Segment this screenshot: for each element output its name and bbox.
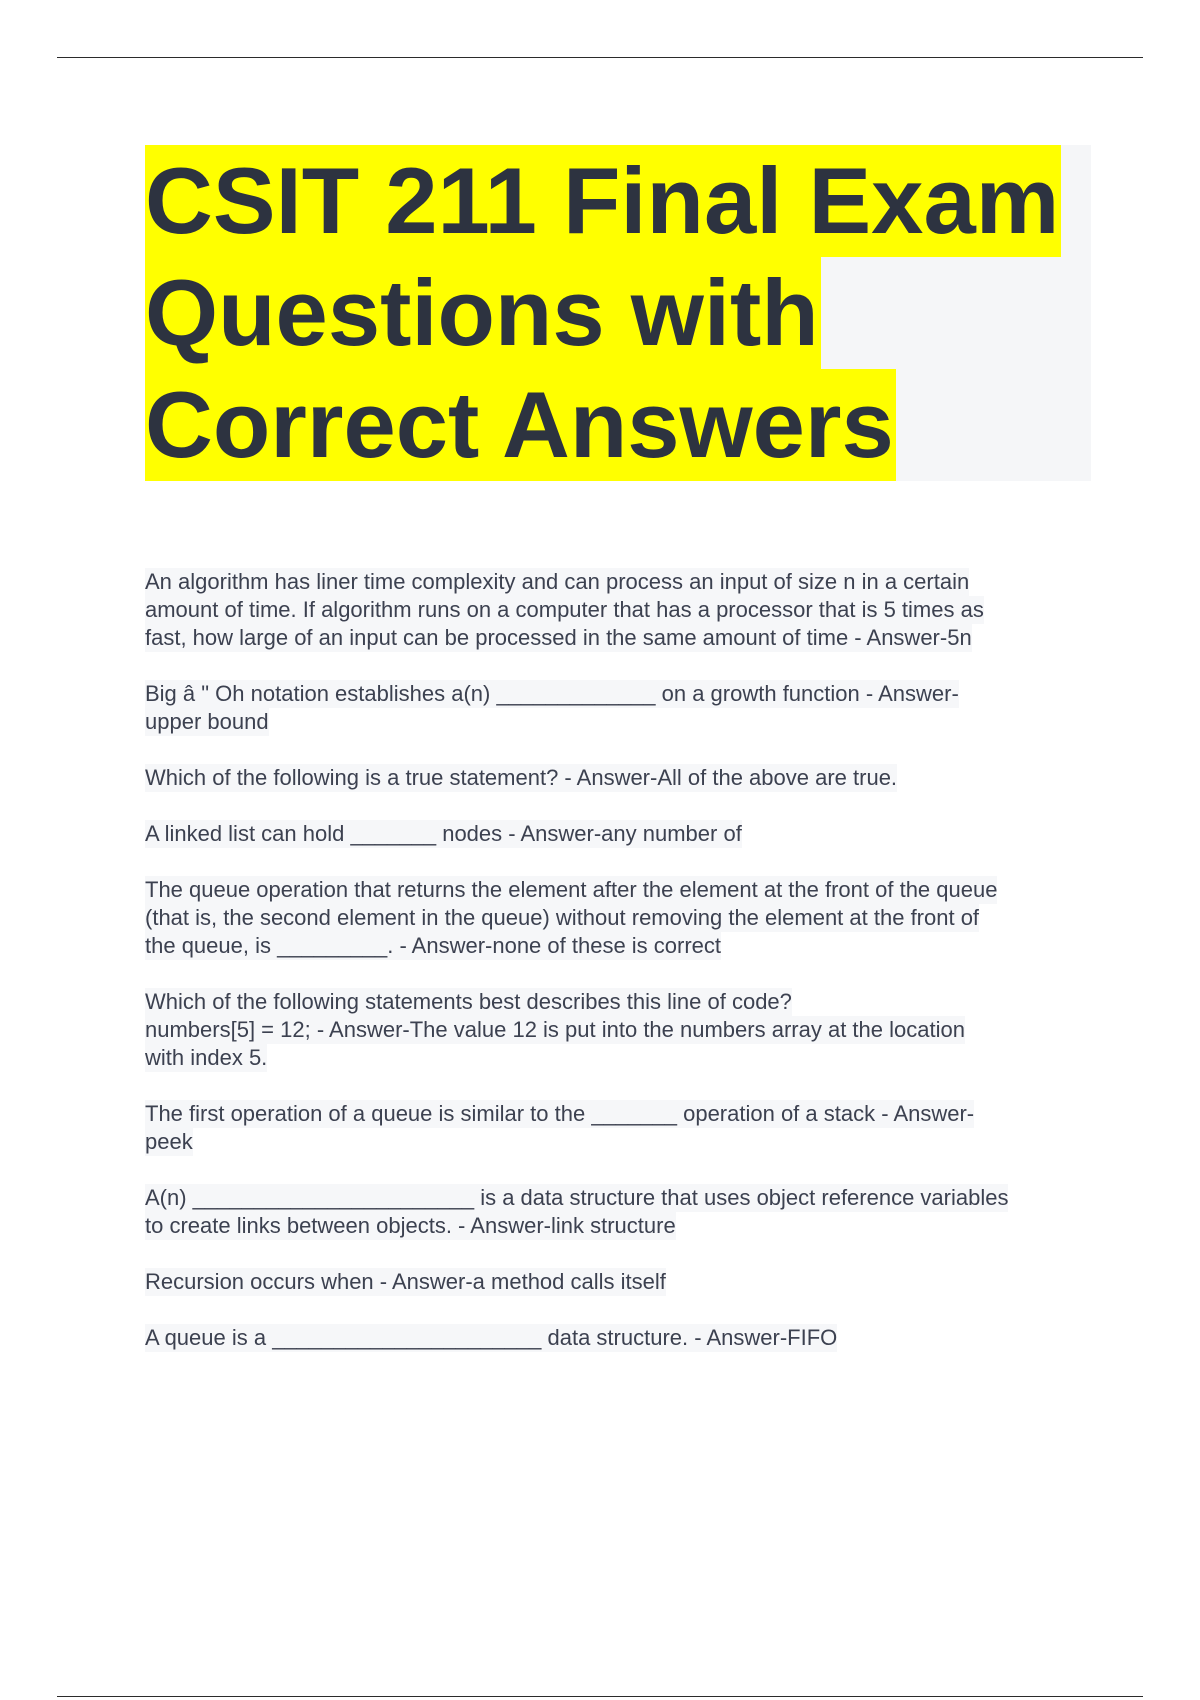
question-item <box>145 1100 1085 1156</box>
title-line: Questions with <box>145 257 821 369</box>
question-text-line: with index 5. <box>145 1045 268 1070</box>
question-text-line: The queue operation that returns the element after the element at the front of the queue <box>145 877 998 902</box>
bottom-rule <box>57 1696 1143 1697</box>
question-text-line: numbers[5] = 12; - Answer-The value 12 is put into the numbers array at the location <box>145 1017 965 1042</box>
question-text-line: Which of the following statements best describes this line of code? <box>145 989 792 1014</box>
question-item <box>145 680 1085 736</box>
question-text-line: The first operation of a queue is similar to the _______ operation of a stack - Answer- <box>145 1101 975 1126</box>
question-text-line: upper bound <box>145 709 269 734</box>
question-text-line: Recursion occurs when - Answer-a method calls itself <box>145 1269 666 1294</box>
document-title <box>145 145 1091 481</box>
question-item <box>145 988 1085 1072</box>
question-text-line: A linked list can hold _______ nodes - Answer-any number of <box>145 821 742 846</box>
question-item <box>145 764 1085 792</box>
question-text-line: amount of time. If algorithm runs on a computer that has a processor that is 5 times as <box>145 597 984 622</box>
question-item <box>145 1324 1085 1352</box>
title-line: CSIT 211 Final Exam <box>145 145 1061 257</box>
question-item <box>145 876 1085 960</box>
question-list <box>145 568 1085 1380</box>
question-text-line: to create links between objects. - Answer-link structure <box>145 1213 676 1238</box>
question-text-line: peek <box>145 1129 193 1154</box>
top-rule <box>57 57 1143 58</box>
question-text-line: Big â " Oh notation establishes a(n) _____________ on a growth function - Answer- <box>145 681 959 706</box>
title-line: Correct Answers <box>145 369 896 481</box>
question-text-line: fast, how large of an input can be processed in the same amount of time - Answer-5n <box>145 625 972 650</box>
question-text-line: A(n) _______________________ is a data structure that uses object reference variables <box>145 1185 1009 1210</box>
question-text-line: Which of the following is a true statement? - Answer-All of the above are true. <box>145 765 898 790</box>
question-text-line: An algorithm has liner time complexity and can process an input of size n in a certain <box>145 569 970 594</box>
question-item <box>145 1268 1085 1296</box>
question-text-line: the queue, is _________. - Answer-none of these is correct <box>145 933 722 958</box>
question-text-line: A queue is a ______________________ data structure. - Answer-FIFO <box>145 1325 838 1350</box>
question-item <box>145 568 1085 652</box>
question-item <box>145 820 1085 848</box>
question-item <box>145 1184 1085 1240</box>
question-text-line: (that is, the second element in the queue) without removing the element at the front of <box>145 905 980 930</box>
